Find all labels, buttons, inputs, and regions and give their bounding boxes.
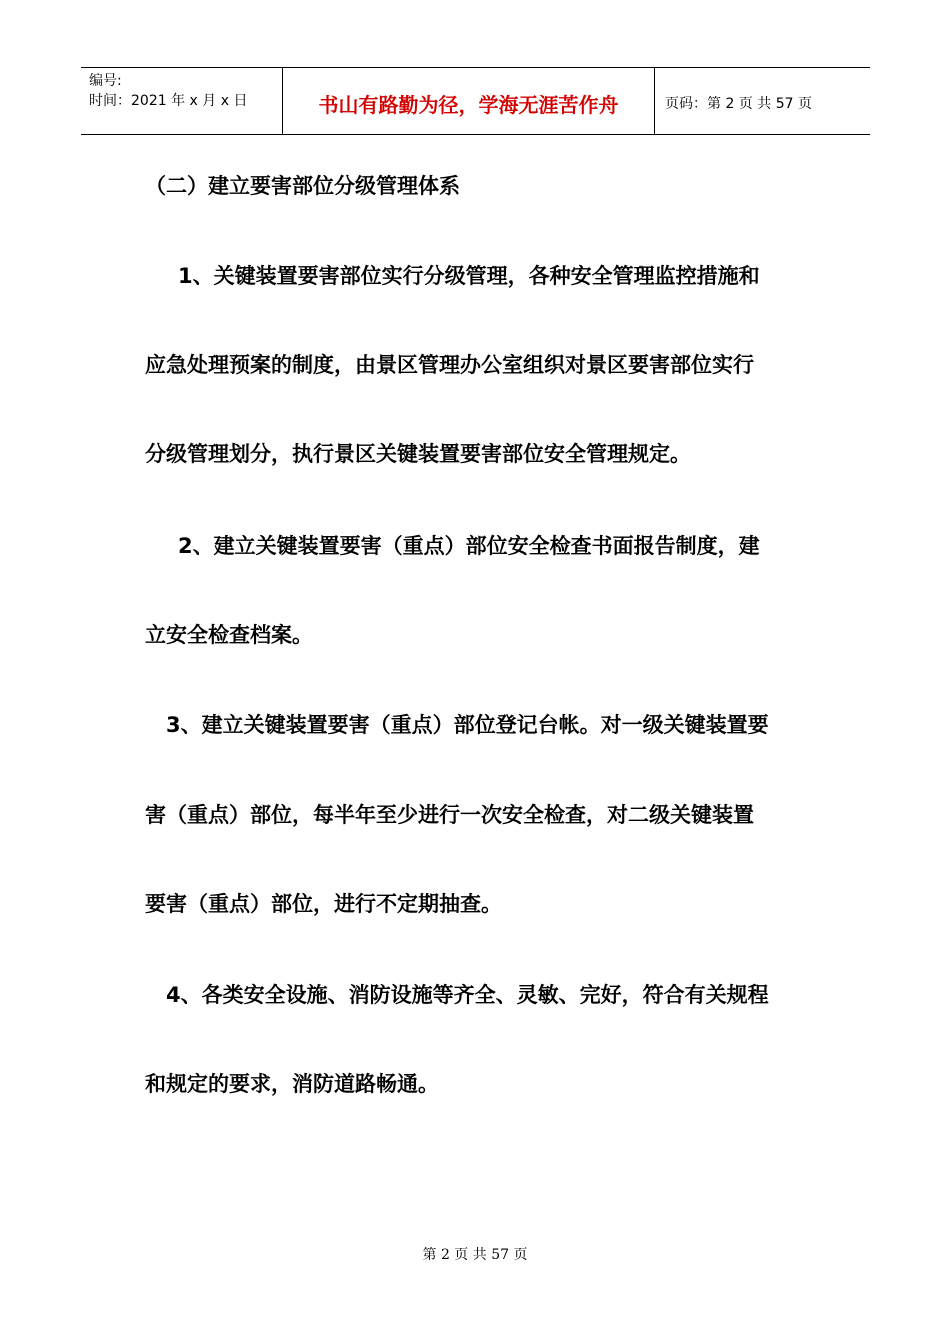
paragraph-line: 1、关键装置要害部位实行分级管理，各种安全管理监控措施和 [178, 264, 760, 288]
paragraph-line: 3、建立关键装置要害（重点）部位登记台帐。对一级关键装置要 [166, 713, 769, 737]
paragraph-line: 害（重点）部位，每半年至少进行一次安全检查，对二级关键装置 [145, 803, 754, 827]
page-footer-number: 第 2 页 共 57 页 [422, 1247, 528, 1263]
paragraph-line: 分级管理划分，执行景区关键装置要害部位安全管理规定。 [145, 442, 691, 466]
header-motto: 书山有路勤为径，学海无涯苦作舟 [318, 93, 619, 117]
header-motto-cell [283, 68, 655, 134]
header-page-cell [655, 68, 870, 134]
document-date-label: 时间：2021 年 x 月 x 日 [89, 93, 248, 109]
document-header [81, 67, 870, 135]
paragraph-line: 4、各类安全设施、消防设施等齐全、灵敏、完好，符合有关规程 [166, 983, 769, 1007]
paragraph-line: 要害（重点）部位，进行不定期抽查。 [145, 892, 502, 916]
paragraph-line: 应急处理预案的制度，由景区管理办公室组织对景区要害部位实行 [145, 353, 754, 377]
header-page-info: 页码：第 2 页 共 57 页 [665, 96, 812, 112]
paragraph-line: 立安全检查档案。 [145, 623, 313, 647]
document-number-label: 编号: [89, 73, 122, 89]
section-title: （二）建立要害部位分级管理体系 [145, 174, 460, 198]
paragraph-line: 2、建立关键装置要害（重点）部位安全检查书面报告制度，建 [178, 534, 760, 558]
header-meta-cell [81, 68, 283, 134]
paragraph-line: 和规定的要求，消防道路畅通。 [145, 1072, 439, 1096]
